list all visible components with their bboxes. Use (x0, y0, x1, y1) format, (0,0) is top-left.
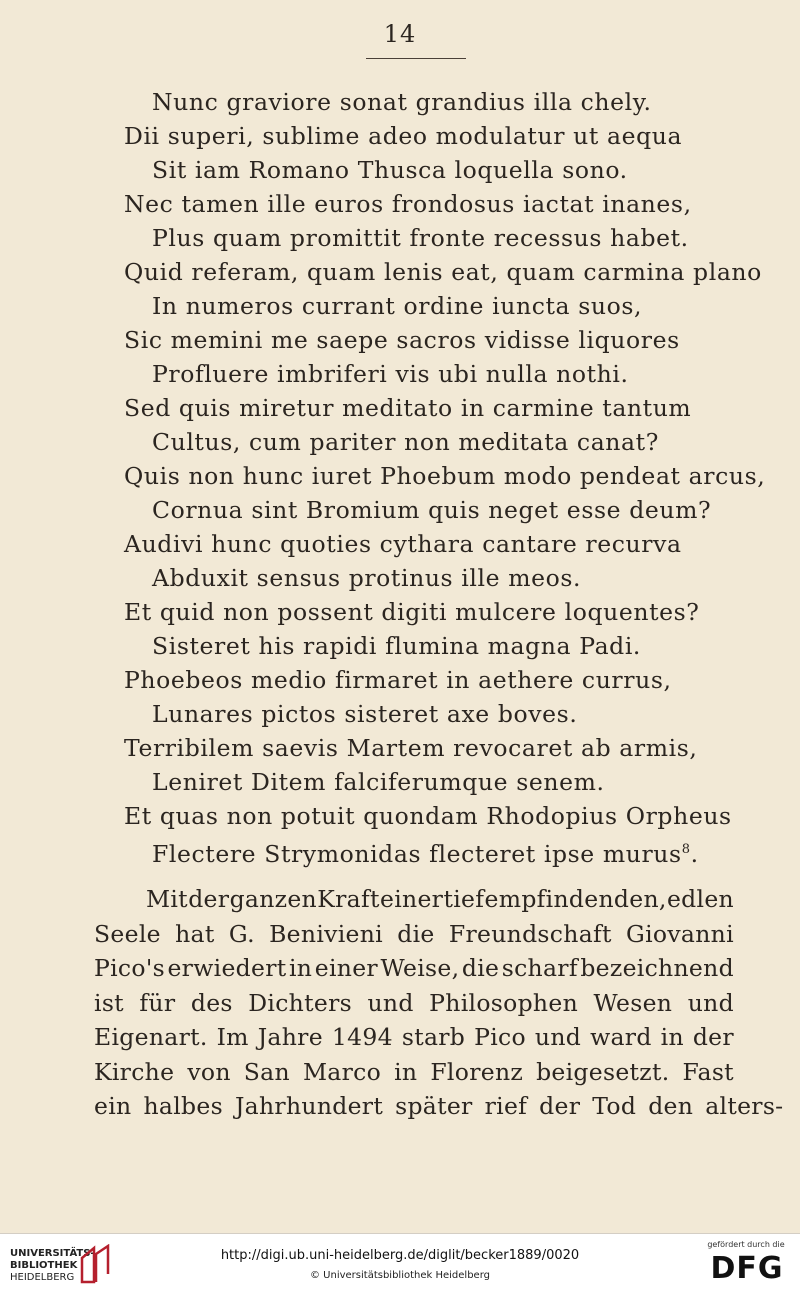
prose-word: Im (216, 1023, 249, 1051)
prose-word: G. (228, 919, 255, 948)
prose-word: Pico's (94, 954, 165, 982)
prose-word: Kraft (317, 885, 380, 913)
prose-line (94, 1020, 734, 1055)
prose-word: halbes (143, 1092, 223, 1120)
prose-word: Jahrhundert (234, 1092, 384, 1120)
poem-line: Abduxit sensus protinus ille meos. (152, 564, 582, 592)
prose-line (94, 986, 734, 1021)
prose-word: ist (94, 988, 124, 1017)
prose-line (94, 1055, 734, 1090)
prose-word: die (397, 919, 435, 948)
copyright-notice: © Universitätsbibliothek Heidelberg (309, 1270, 490, 1281)
prose-word: der (188, 885, 230, 913)
poem-line-last: Flectere Strymonidas flecteret ipse murus$^8$. (152, 839, 699, 868)
footnote-marker: 8 (681, 842, 691, 857)
prose-word: für (139, 988, 176, 1017)
prose-line (94, 917, 734, 952)
prose-word: ward (590, 1023, 652, 1051)
poem-line: Sed quis miretur meditato in carmine tantum (124, 394, 692, 422)
poem-line: Sic memini me saepe sacros vidisse liquores (124, 326, 680, 354)
prose-word: San (243, 1057, 290, 1086)
poem-line: Nunc graviore sonat grandius illa chely. (152, 88, 652, 116)
prose-word: Tod (592, 1092, 637, 1120)
prose-word: Florenz (430, 1057, 524, 1086)
prose-word: von (187, 1057, 231, 1086)
poem-line: Et quid non possent digiti mulcere loquentes? (124, 598, 700, 626)
prose-word: Seele (94, 919, 161, 948)
poem-line: In numeros currant ordine iuncta suos, (152, 292, 643, 320)
prose-word: und (367, 988, 414, 1017)
prose-word: die (461, 954, 500, 982)
prose-word: Philosophen (429, 988, 579, 1017)
library-name-line1: UNIVERSITÄTS- (10, 1248, 95, 1259)
permalink-url[interactable]: http://digi.ub.uni-heidelberg.de/diglit/becker1889/0020 (220, 1248, 580, 1263)
prose-word: Freundschaft (448, 919, 612, 948)
prose-word: hat (175, 919, 215, 948)
prose-paragraph (94, 882, 784, 1124)
prose-word: erwiedert (167, 954, 287, 982)
prose-word: edlen (666, 885, 734, 913)
page-number-rule (366, 58, 466, 59)
prose-word: des (190, 988, 233, 1017)
poem-line: Cultus, cum pariter non meditata canat? (152, 428, 659, 456)
prose-word: rief (484, 1092, 528, 1120)
prose-word: der (692, 1023, 734, 1051)
prose-word: alters- (705, 1092, 784, 1120)
prose-word: Marco (302, 1057, 382, 1086)
prose-word: in (394, 1057, 418, 1086)
prose-word: ein (94, 1092, 132, 1120)
prose-word: und (687, 988, 734, 1017)
prose-word: und (534, 1023, 582, 1051)
prose-word: 1494 (331, 1023, 393, 1051)
prose-word: in (660, 1023, 684, 1051)
poem-line: Cornua sint Bromium quis neget esse deum? (152, 496, 712, 524)
library-name-line3: HEIDELBERG (10, 1272, 75, 1283)
prose-word: starb (401, 1023, 466, 1051)
prose-line (94, 1089, 784, 1124)
poem-line: Et quas non potuit quondam Rhodopius Orpheus (124, 802, 732, 830)
poem-line: Terribilem saevis Martem revocaret ab armis, (124, 734, 698, 762)
poem-line: Phoebeos medio firmaret in aethere currus, (124, 666, 672, 694)
prose-word: Wesen (593, 988, 673, 1017)
prose-word: einer (314, 954, 378, 982)
poem-line: Profluere imbriferi vis ubi nulla nothi. (152, 360, 629, 388)
dfg-logo[interactable]: DFG (710, 1251, 784, 1286)
viewer-footer (0, 1233, 800, 1294)
prose-word: Weise, (380, 954, 460, 982)
funding-note: gefördert durch die (707, 1240, 785, 1249)
poem-line-text: Flectere Strymonidas flecteret ipse murus (152, 839, 682, 868)
prose-word: später (395, 1092, 473, 1120)
prose-line (94, 951, 734, 986)
poem-line: Plus quam promittit fronte recessus habet. (152, 224, 689, 252)
poem-line: Quid referam, quam lenis eat, quam carmina plano (124, 258, 762, 286)
prose-word: empfindenden, (484, 885, 667, 913)
poem-line: Sisteret his rapidi flumina magna Padi. (152, 632, 642, 660)
prose-line (94, 882, 734, 917)
prose-word: in (288, 954, 313, 982)
prose-word: den (648, 1092, 694, 1120)
prose-word: Pico (474, 1023, 526, 1051)
poem-line: Leniret Ditem falciferumque senem. (152, 768, 605, 796)
poem-line: Lunares pictos sisteret axe boves. (152, 700, 578, 728)
prose-word: beigesetzt. (536, 1057, 670, 1086)
prose-word: einer (380, 885, 444, 913)
page-number: 14 (383, 20, 417, 48)
prose-word: bezeichnend (580, 954, 734, 982)
prose-word: der (539, 1092, 581, 1120)
prose-word: scharf (501, 954, 578, 982)
prose-word: Eigenart. (94, 1023, 208, 1051)
poem-line: Quis non hunc iuret Phoebum modo pendeat arcus, (124, 462, 766, 490)
poem-line: Sit iam Romano Thusca loquella sono. (152, 156, 628, 184)
poem-line: Nec tamen ille euros frondosus iactat inanes, (124, 190, 692, 218)
prose-word: Fast (682, 1057, 734, 1086)
prose-word: tief (443, 885, 485, 913)
prose-word: Giovanni (626, 919, 734, 948)
library-name-line2: BIBLIOTHEK (10, 1260, 78, 1271)
prose-word: ganzen (229, 885, 317, 913)
prose-word: Kirche (94, 1057, 175, 1086)
poem-line: Dii superi, sublime adeo modulatur ut aequa (124, 122, 683, 150)
prose-word: Mit (146, 885, 188, 913)
prose-word: Dichters (248, 988, 352, 1017)
prose-word: Jahre (257, 1023, 323, 1051)
prose-word: Benivieni (269, 919, 383, 948)
poem-line: Audivi hunc quoties cythara cantare recurva (124, 530, 682, 558)
